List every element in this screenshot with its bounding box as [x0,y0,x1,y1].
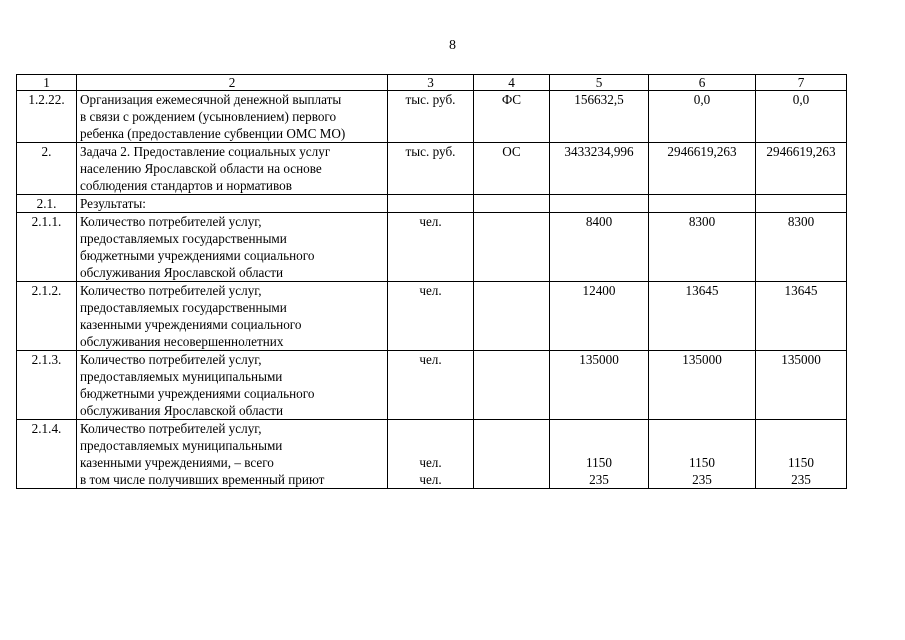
funding-source-cell [474,282,550,351]
value-col5-cell [550,420,649,489]
indicator-name-cell [77,143,388,195]
cell-line: Количество потребителей услуг, [80,421,262,436]
table-row [17,143,847,195]
cell-line: 1150 [586,455,612,470]
indicator-name-cell [77,195,388,213]
cell-line: казенными учреждениями, – всего [80,455,274,470]
row-number-cell: 2. [17,143,77,195]
row-number-cell: 2.1.3. [17,351,77,420]
value-col6-cell [649,420,756,489]
cell-line: предоставляемых муниципальными [80,369,283,384]
cell-line [652,195,752,212]
table-row [17,282,847,351]
value-col6-cell [649,282,756,351]
cell-line [477,195,546,212]
cell-line: 13645 [685,283,719,298]
cell-line: 2946619,263 [667,144,737,159]
row-number-cell: 2.1.4. [17,420,77,489]
cell-line [391,420,470,437]
column-header: 6 [649,75,756,91]
funding-source-cell [474,351,550,420]
cell-line: предоставляемых государственными [80,231,287,246]
funding-source-cell [474,91,550,143]
indicator-name-cell [77,213,388,282]
value-col7-cell [756,351,847,420]
value-col7-cell [756,282,847,351]
cell-line: 0,0 [693,92,711,107]
value-col5-cell [550,195,649,213]
value-col7-cell [756,91,847,143]
cell-line [553,420,645,437]
indicator-name-cell [77,351,388,420]
unit-cell [388,213,474,282]
unit-cell [388,195,474,213]
cell-line: тыс. руб. [405,144,456,159]
cell-line [391,437,470,454]
value-col5-cell [550,143,649,195]
value-col7-cell [756,420,847,489]
table-row [17,351,847,420]
column-header: 5 [550,75,649,91]
cell-line: Количество потребителей услуг, [80,352,262,367]
cell-line: обслуживания Ярославской области [80,403,284,418]
cell-line: 8300 [787,214,815,229]
value-col5-cell [550,351,649,420]
cell-line: ОС [502,144,521,159]
cell-line: Количество потребителей услуг, [80,283,262,298]
cell-line: 235 [692,472,712,487]
cell-line [477,282,546,299]
column-header: 2 [77,75,388,91]
funding-source-cell [474,195,550,213]
row-number-cell: 2.1.1. [17,213,77,282]
column-header: 1 [17,75,77,91]
cell-line: 135000 [682,352,722,367]
cell-line [391,195,470,212]
value-col7-cell [756,143,847,195]
unit-cell [388,143,474,195]
cell-line: бюджетными учреждениями социального [80,386,315,401]
cell-line: чел. [419,214,442,229]
value-col6-cell [649,143,756,195]
cell-line: ребенка (предоставление субвенции ОМС МО) [80,126,346,141]
value-col6-cell [649,195,756,213]
cell-line: Количество потребителей услуг, [80,214,262,229]
cell-line: Результаты: [80,196,146,211]
cell-line [477,420,546,437]
unit-cell [388,91,474,143]
cell-line: чел. [419,283,442,298]
cell-line: 135000 [781,352,821,367]
header-row [17,75,847,91]
table-row [17,213,847,282]
unit-cell [388,420,474,489]
cell-line [652,437,752,454]
cell-line: 1150 [689,455,715,470]
cell-line: 135000 [579,352,619,367]
cell-line [759,437,843,454]
value-col5-cell [550,282,649,351]
value-col7-cell [756,195,847,213]
cell-line: 1150 [788,455,814,470]
cell-line: в связи с рождением (усыновлением) первого [80,109,337,124]
row-number-cell: 1.2.22. [17,91,77,143]
table-row [17,195,847,213]
cell-line: 235 [589,472,609,487]
results-table [16,74,847,489]
cell-line: 8300 [688,214,716,229]
table-body [17,75,847,489]
cell-line: 8400 [585,214,613,229]
indicator-name-cell [77,420,388,489]
table-row [17,420,847,489]
table-row [17,91,847,143]
cell-line [477,213,546,230]
cell-line: 2946619,263 [766,144,836,159]
row-number-cell: 2.1. [17,195,77,213]
cell-line: обслуживания несовершеннолетних [80,334,284,349]
cell-line [759,420,843,437]
cell-line: соблюдения стандартов и нормативов [80,178,292,193]
funding-source-cell [474,420,550,489]
value-col5-cell [550,213,649,282]
cell-line: в том числе получивших временный приют [80,472,325,487]
indicator-name-cell [77,91,388,143]
cell-line: 12400 [582,283,616,298]
funding-source-cell [474,143,550,195]
cell-line: тыс. руб. [405,92,456,107]
value-col6-cell [649,91,756,143]
column-header: 4 [474,75,550,91]
cell-line: ФС [501,92,522,107]
indicator-name-cell [77,282,388,351]
unit-cell [388,282,474,351]
cell-line: 0,0 [792,92,810,107]
cell-line: 13645 [784,283,818,298]
value-col6-cell [649,351,756,420]
cell-line: 3433234,996 [564,144,634,159]
cell-line: 235 [791,472,811,487]
cell-line: бюджетными учреждениями социального [80,248,315,263]
cell-line [652,420,752,437]
funding-source-cell [474,213,550,282]
value-col6-cell [649,213,756,282]
cell-line: предоставляемых государственными [80,300,287,315]
cell-line: Организация ежемесячной денежной выплаты [80,92,342,107]
cell-line [553,437,645,454]
cell-line: предоставляемых муниципальными [80,438,283,453]
page-number: 8 [449,38,456,53]
cell-line [477,351,546,368]
unit-cell [388,351,474,420]
cell-line: населению Ярославской области на основе [80,161,322,176]
column-header: 3 [388,75,474,91]
cell-line [553,195,645,212]
cell-line: чел. [419,352,442,367]
cell-line: казенными учреждениями социального [80,317,302,332]
cell-line [759,195,843,212]
cell-line: 156632,5 [574,92,624,107]
cell-line: обслуживания Ярославской области [80,265,284,280]
value-col5-cell [550,91,649,143]
cell-line: чел. [419,472,442,487]
cell-line: чел. [419,455,442,470]
value-col7-cell [756,213,847,282]
cell-line: Задача 2. Предоставление социальных услуг [80,144,331,159]
column-header: 7 [756,75,847,91]
row-number-cell: 2.1.2. [17,282,77,351]
